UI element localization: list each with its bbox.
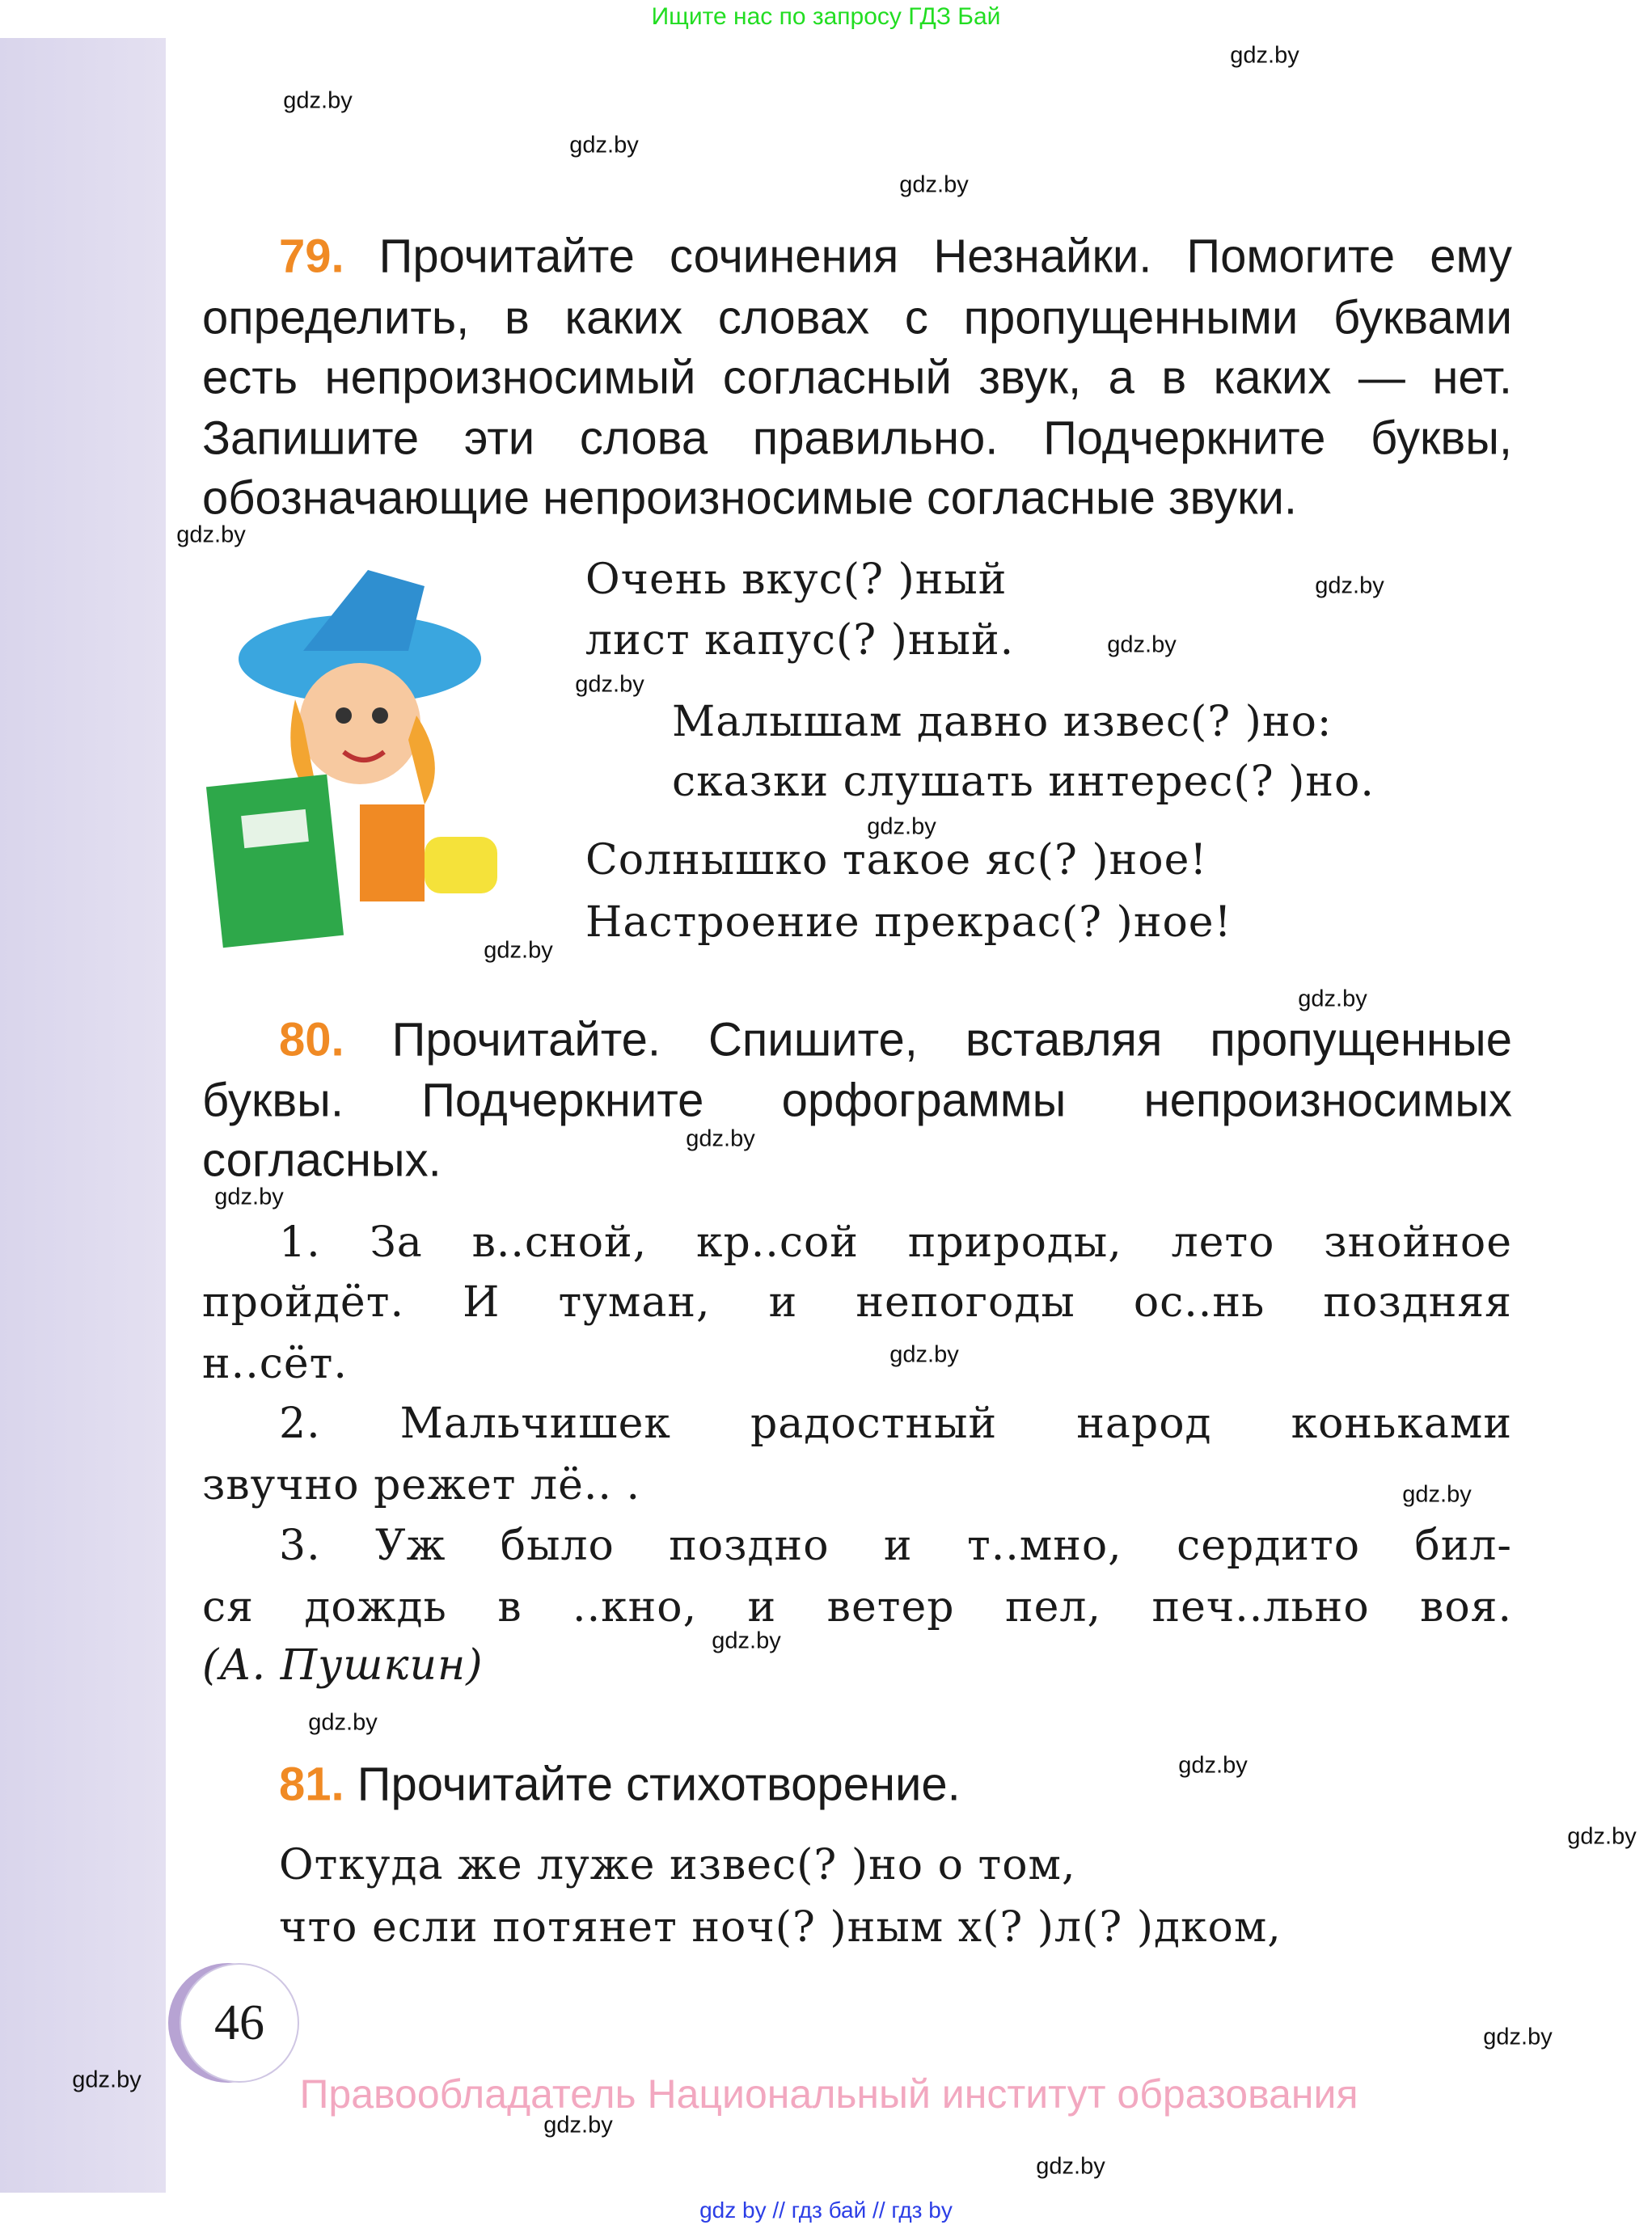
neznayka-illustration	[206, 562, 509, 954]
ex79-line: Запишите эти слова правильно. Подчеркните буквы,	[202, 412, 1512, 465]
watermark: gdz.by	[214, 1184, 284, 1210]
decorative-alphabet-strip	[0, 38, 166, 2193]
watermark: gdz.by	[889, 1341, 959, 1368]
watermark: gdz.by	[867, 813, 936, 840]
ex80-author: (А. Пушкин)	[202, 1641, 484, 1690]
ex80-text-line: звучно режет лё.. .	[202, 1461, 640, 1509]
separator: //	[872, 2198, 885, 2223]
separator: //	[772, 2198, 785, 2223]
watermark: gdz.by	[1567, 1823, 1637, 1850]
page-number: 46	[180, 1963, 299, 2083]
ex80-line: согласных.	[202, 1134, 442, 1187]
watermark: gdz.by	[712, 1628, 781, 1654]
ex80-line: буквы. Подчеркните орфограммы непроизносимых	[202, 1074, 1512, 1127]
watermark: gdz.by	[1178, 1752, 1248, 1779]
ex79-poem-line: Малышам давно извес(? )но:	[672, 698, 1333, 746]
watermark: gdz.by	[1315, 572, 1384, 599]
search-banner[interactable]: Ищите нас по запросу ГДЗ Бай	[651, 3, 1001, 30]
watermark: gdz.by	[686, 1125, 755, 1152]
ex79-line: есть непроизносимый согласный звук, а в каких — нет.	[202, 351, 1512, 404]
ex80-text-line: 2. Мальчишек радостный народ коньками	[279, 1400, 1512, 1448]
ex81-poem-line: что если потянет ноч(? )ным х(? )л(? )дком,	[279, 1903, 1282, 1952]
watermark: gdz.by	[899, 171, 969, 198]
watermark: gdz.by	[176, 521, 246, 548]
watermark: gdz.by	[72, 2067, 142, 2093]
ex80-line	[279, 1013, 1512, 1067]
exercise-number: 80.	[279, 1013, 344, 1066]
watermark: gdz.by	[569, 132, 639, 158]
exercise-number: 81.	[279, 1758, 344, 1811]
footer-link[interactable]: gdz by	[699, 2198, 767, 2223]
footer-link[interactable]: гдз by	[891, 2198, 953, 2223]
footer-links	[0, 2198, 1652, 2223]
watermark: gdz.by	[308, 1709, 378, 1736]
watermark: gdz.by	[283, 87, 353, 114]
ex80-text-line: 1. За в..сной, кр..сой природы, лето знойное	[279, 1218, 1512, 1267]
watermark: gdz.by	[1230, 42, 1299, 69]
footer-link[interactable]: гдз бай	[791, 2198, 867, 2223]
ex79-line	[279, 230, 1512, 284]
copyright-notice: Правообладатель Национальный институт образования	[299, 2071, 1358, 2117]
text: Прочитайте сочинения Незнайки. Помогите ему	[378, 230, 1512, 283]
text: Прочитайте. Спишите, вставляя пропущенные	[391, 1013, 1512, 1066]
watermark: gdz.by	[575, 671, 644, 698]
watermark: gdz.by	[1036, 2153, 1105, 2180]
ex81-poem-line: Откуда же луже извес(? )но о том,	[279, 1841, 1076, 1889]
text: Прочитайте стихотворение.	[357, 1758, 961, 1811]
ex79-line: обозначающие непроизносимые согласные звуки.	[202, 471, 1297, 525]
ex79-poem-line: Солнышко такое яс(? )ное!	[585, 836, 1208, 885]
exercise-number: 79.	[279, 230, 344, 283]
ex80-text-line: 3. Уж было поздно и т..мно, сердито бил-	[279, 1522, 1512, 1570]
ex79-poem-line: лист капус(? )ный.	[585, 616, 1015, 665]
ex79-poem-line: сказки слушать интерес(? )но.	[672, 758, 1375, 806]
watermark: gdz.by	[1298, 986, 1367, 1012]
ex79-line: определить, в каких словах с пропущенными буквами	[202, 291, 1512, 344]
watermark: gdz.by	[1483, 2024, 1553, 2050]
ex80-text-line: пройдёт. И туман, и непогоды ос..нь поздняя	[202, 1278, 1512, 1327]
watermark: gdz.by	[543, 2112, 613, 2138]
watermark: gdz.by	[484, 937, 553, 964]
watermark: gdz.by	[1402, 1481, 1472, 1508]
ex79-poem-line: Очень вкус(? )ный	[585, 555, 1008, 604]
ex80-text-line: ся дождь в ..кно, и ветер пел, печ..льно воя.	[202, 1583, 1512, 1632]
ex79-poem-line: Настроение прекрас(? )ное!	[585, 898, 1232, 947]
watermark: gdz.by	[1107, 631, 1177, 658]
ex80-text-line: н..сёт.	[202, 1340, 348, 1388]
ex81-title	[279, 1758, 961, 1812]
